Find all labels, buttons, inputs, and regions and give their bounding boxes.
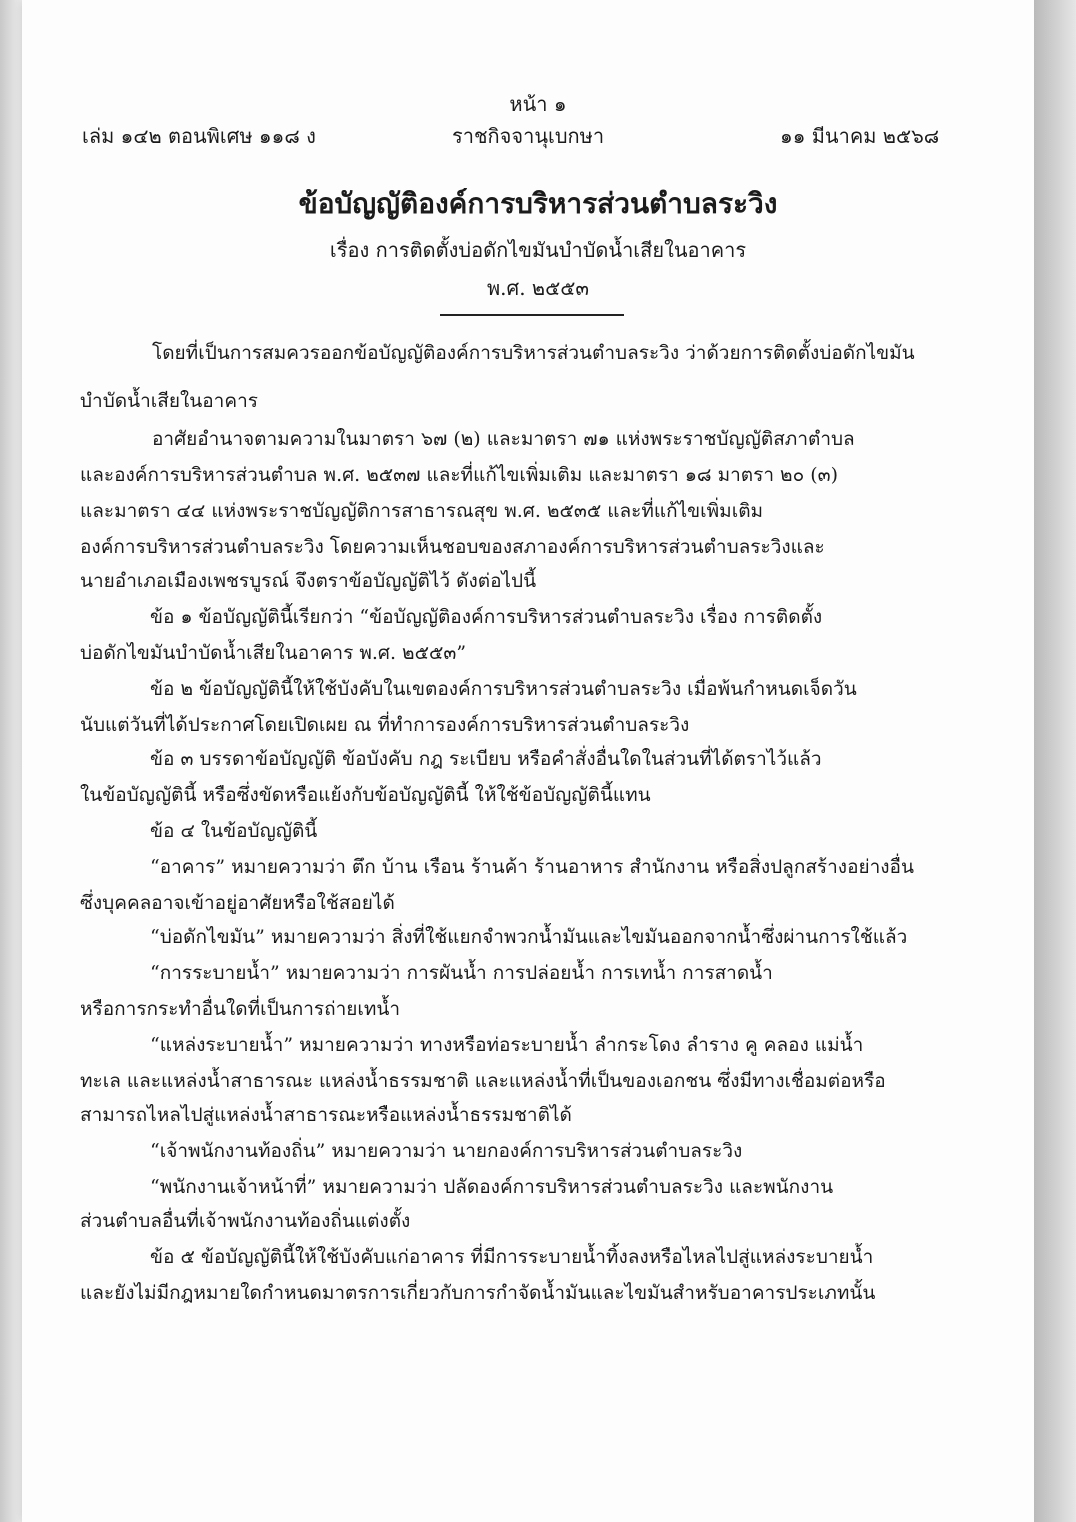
body-line: “พนักงานเจ้าหน้าที่” หมายความว่า ปลัดองค์การบริหารส่วนตำบลระวิง และพนักงาน (150, 1176, 834, 1198)
body-line: “แหล่งระบายน้ำ” หมายความว่า ทางหรือท่อระบายน้ำ ลำกระโดง ลำราง คู คลอง แม่น้ำ (150, 1034, 864, 1056)
body-line: บำบัดน้ำเสียในอาคาร (80, 390, 258, 412)
body-line: ข้อ ๓ บรรดาข้อบัญญัติ ข้อบังคับ กฎ ระเบียบ หรือคำสั่งอื่นใดในส่วนที่ได้ตราไว้แล้ว (150, 748, 822, 770)
body-line: นายอำเภอเมืองเพชรบูรณ์ จึงตราข้อบัญญัติไว้ ดังต่อไปนี้ (80, 570, 537, 592)
volume-issue: เล่ม ๑๔๒ ตอนพิเศษ ๑๑๘ ง (82, 124, 316, 148)
body-line: “บ่อดักไขมัน” หมายความว่า สิ่งที่ใช้แยกจำพวกน้ำมันและไขมันออกจากน้ำซึ่งผ่านการใช้แล้ว (150, 926, 908, 948)
body-line: สามารถไหลไปสู่แหล่งน้ำสาธารณะหรือแหล่งน้ำธรรมชาติได้ (80, 1104, 572, 1126)
body-line: หรือการกระทำอื่นใดที่เป็นการถ่ายเทน้ำ (80, 998, 401, 1020)
page-number: หน้า ๑ (509, 92, 567, 116)
body-line: “อาคาร” หมายความว่า ตึก บ้าน เรือน ร้านค้า ร้านอาหาร สำนักงาน หรือสิ่งปลูกสร้างอย่างอื่น (150, 856, 914, 878)
body-line: ทะเล และแหล่งน้ำสาธารณะ แหล่งน้ำธรรมชาติ และแหล่งน้ำที่เป็นของเอกชน ซึ่งมีทางเชื่อมต่อหรือ (80, 1070, 886, 1092)
body-line: อาศัยอำนาจตามความในมาตรา ๖๗ (๒) และมาตรา ๗๑ แห่งพระราชบัญญัติสภาตำบล (152, 428, 855, 450)
body-line: นับแต่วันที่ได้ประกาศโดยเปิดเผย ณ ที่ทำการองค์การบริหารส่วนตำบลระวิง (80, 714, 690, 736)
body-line: และองค์การบริหารส่วนตำบล พ.ศ. ๒๕๓๗ และที่แก้ไขเพิ่มเติม และมาตรา ๑๘ มาตรา ๒๐ (๓) (80, 464, 839, 486)
body-line: ข้อ ๔ ในข้อบัญญัตินี้ (150, 820, 318, 842)
title-divider (440, 314, 624, 316)
body-line: ส่วนตำบลอื่นที่เจ้าพนักงานท้องถิ่นแต่งตั้ง (80, 1210, 411, 1232)
body-line: ข้อ ๕ ข้อบัญญัตินี้ให้ใช้บังคับแก่อาคาร ที่มีการระบายน้ำทิ้งลงหรือไหลไปสู่แหล่งระบายน้ำ (150, 1246, 874, 1268)
page-edge-shadow (1034, 0, 1076, 1522)
document-subtitle: เรื่อง การติดตั้งบ่อดักไขมันบำบัดน้ำเสียในอาคาร (329, 238, 747, 262)
body-line: โดยที่เป็นการสมควรออกข้อบัญญัติองค์การบริหารส่วนตำบลระวิง ว่าด้วยการติดตั้งบ่อดักไขมัน (152, 342, 915, 364)
body-line: “เจ้าพนักงานท้องถิ่น” หมายความว่า นายกองค์การบริหารส่วนตำบลระวิง (150, 1140, 743, 1162)
book-gutter (0, 0, 22, 1522)
body-line: ข้อ ๒ ข้อบัญญัตินี้ให้ใช้บังคับในเขตองค์การบริหารส่วนตำบลระวิง เมื่อพ้นกำหนดเจ็ดวัน (150, 678, 857, 700)
body-line: และมาตรา ๔๔ แห่งพระราชบัญญัติการสาธารณสุข พ.ศ. ๒๕๓๕ และที่แก้ไขเพิ่มเติม (80, 500, 764, 522)
publication-date: ๑๑ มีนาคม ๒๕๖๘ (780, 124, 940, 148)
body-line: และยังไม่มีกฎหมายใดกำหนดมาตรการเกี่ยวกับการกำจัดน้ำมันและไขมันสำหรับอาคารประเภทนั้น (80, 1282, 876, 1304)
body-line: ซึ่งบุคคลอาจเข้าอยู่อาศัยหรือใช้สอยได้ (80, 892, 395, 914)
body-line: ข้อ ๑ ข้อบัญญัตินี้เรียกว่า “ข้อบัญญัติองค์การบริหารส่วนตำบลระวิง เรื่อง การติดตั้ง (150, 606, 823, 628)
body-line: องค์การบริหารส่วนตำบลระวิง โดยความเห็นชอบของสภาองค์การบริหารส่วนตำบลระวิงและ (80, 536, 825, 558)
body-line: ในข้อบัญญัตินี้ หรือซึ่งขัดหรือแย้งกับข้อบัญญัตินี้ ให้ใช้ข้อบัญญัตินี้แทน (80, 784, 651, 806)
body-line: บ่อดักไขมันบำบัดน้ำเสียในอาคาร พ.ศ. ๒๕๕๓” (80, 642, 467, 664)
body-line: “การระบายน้ำ” หมายความว่า การผันน้ำ การปล่อยน้ำ การเทน้ำ การสาดน้ำ (150, 962, 773, 984)
document-title: ข้อบัญญัติองค์การบริหารส่วนตำบลระวิง (298, 187, 778, 220)
gazette-name: ราชกิจจานุเบกษา (452, 124, 605, 148)
document-year: พ.ศ. ๒๕๕๓ (486, 276, 590, 300)
